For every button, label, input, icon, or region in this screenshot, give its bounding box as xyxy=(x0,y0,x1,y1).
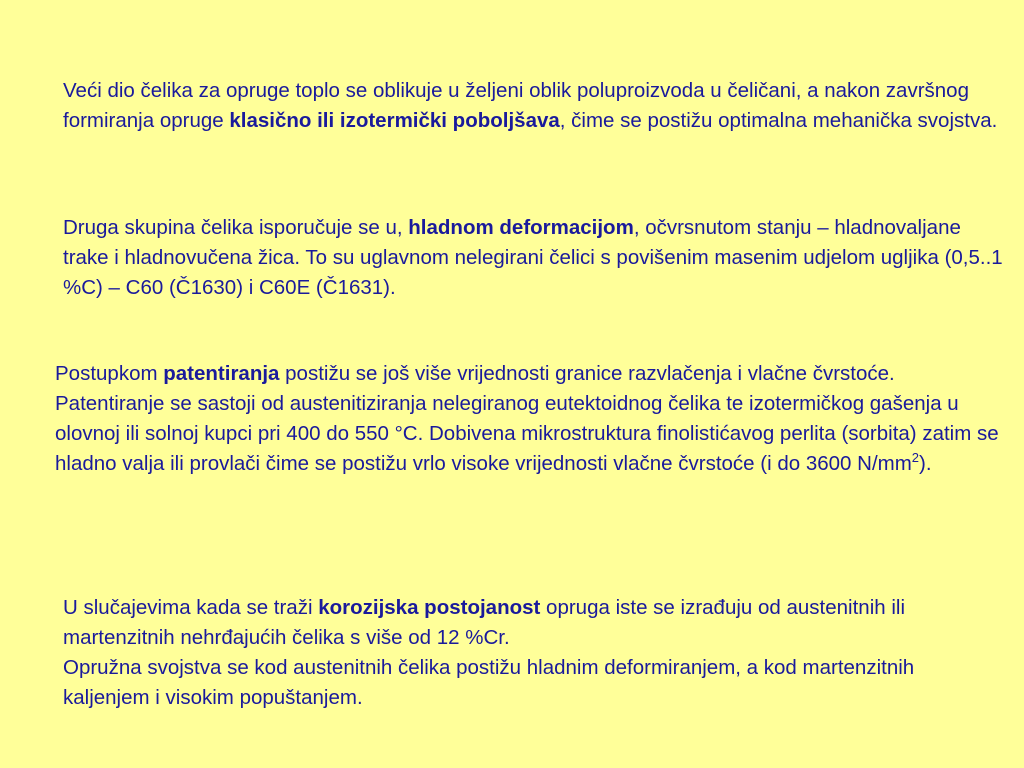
superscript: 2 xyxy=(911,450,920,466)
paragraph-text: , čime se postižu optimalna mehanička svojstva. xyxy=(559,109,998,132)
paragraph-text: Postupkom xyxy=(55,362,164,385)
emphasis-text: klasično ili izotermički poboljšava xyxy=(229,109,560,132)
paragraph-cold-deformation xyxy=(63,213,1003,303)
paragraph-text: Veći dio čelika za opruge toplo se oblikuje u željeni oblik poluproizvoda u čeličani, a nakon završnog formiranja opruge xyxy=(63,79,969,132)
paragraph-corrosion-resistance xyxy=(63,593,1003,713)
paragraph-patenting xyxy=(55,359,1005,479)
paragraph-text: opruga iste se izrađuju od austenitnih ili martenzitnih nehrđajućih čelika s više od 12 %Cr. xyxy=(63,596,906,649)
paragraph-spring-steel-hot-forming xyxy=(63,76,998,136)
paragraph-text: Patentiranje se sastoji od austenitiziranja nelegiranog eutektoidnog čelika te izotermičkog gašenja u olovnoj ili solnoj kupci pri 400 do 550 °C. Dobivena mikrostruktura finolistićavog perlita (sorbita) zatim se hladno valja ili provlači čime se postižu vrlo visoke vrijednosti vlačne čvrstoće (i do 3600 N/mm xyxy=(55,392,999,475)
paragraph-text: ). xyxy=(919,452,932,475)
paragraph-text: U slučajevima kada se traži xyxy=(63,596,319,619)
emphasis-text: patentiranja xyxy=(163,362,280,385)
emphasis-text: korozijska postojanost xyxy=(318,596,541,619)
paragraph-text: Druga skupina čelika isporučuje se u, xyxy=(63,216,409,239)
paragraph-text: postižu se još više vrijednosti granice razvlačenja i vlačne čvrstoće. xyxy=(279,362,895,385)
emphasis-text: hladnom deformacijom xyxy=(408,216,634,239)
paragraph-text: Opružna svojstva se kod austenitnih čelika postižu hladnim deformiranjem, a kod martenzitnih kaljenjem i visokim popuštanjem. xyxy=(63,656,915,709)
paragraph-text: , očvrsnutom stanju – hladnovaljane trake i hladnovučena žica. To su uglavnom nelegirani čelici s povišenim masenim udjelom ugljika (0,5..1 %C) – C60 (Č1630) i C60E (Č1631). xyxy=(63,216,1003,299)
